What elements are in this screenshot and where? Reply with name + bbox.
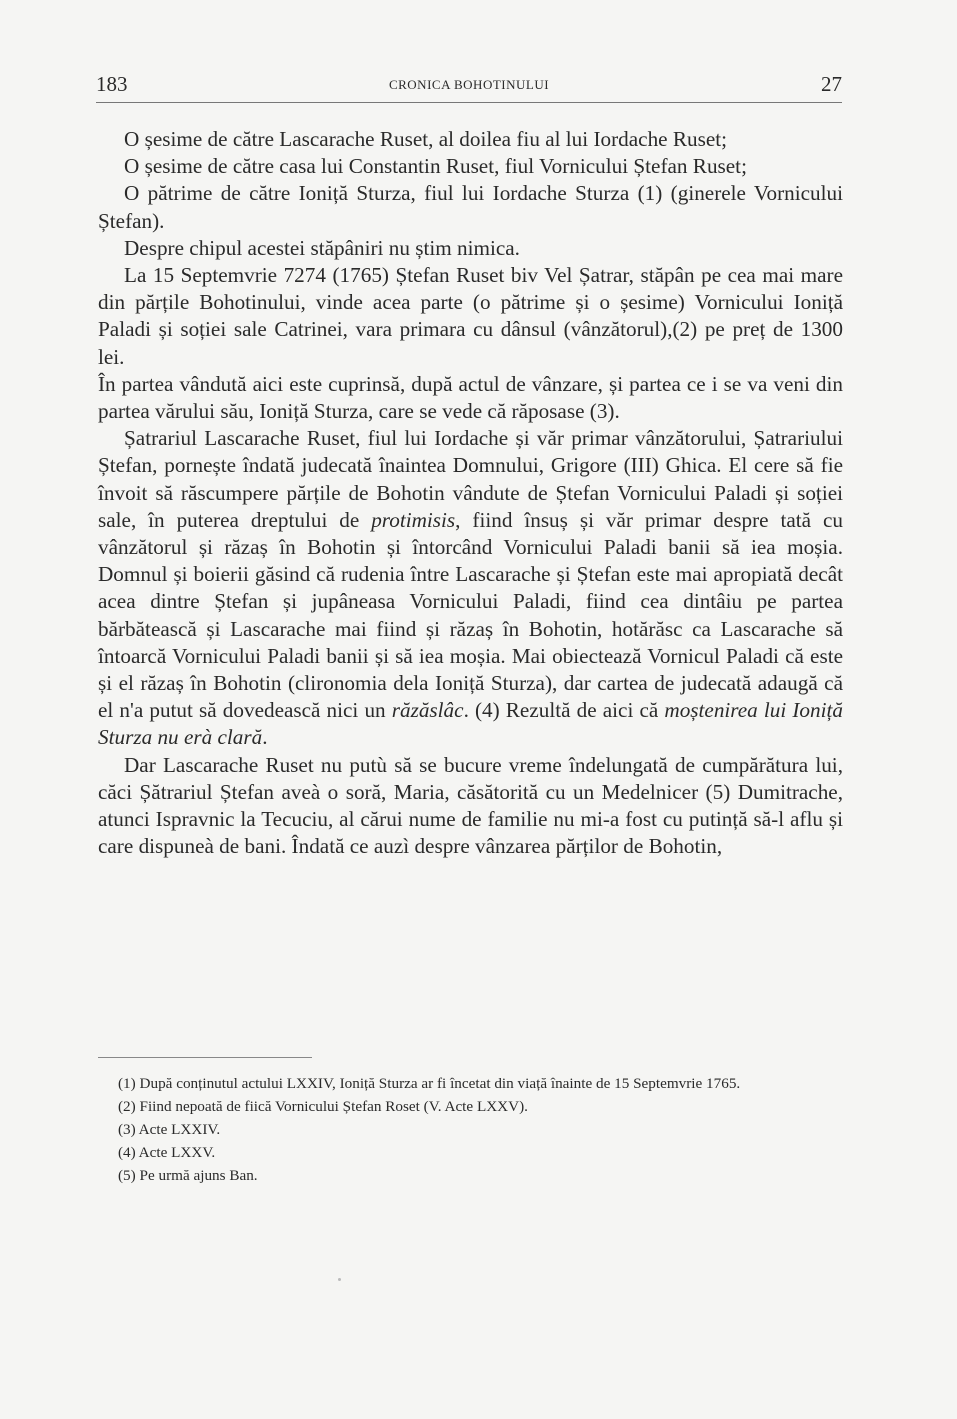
footnote: (3) Acte LXXIV. [118, 1121, 221, 1138]
scan-speck [338, 1278, 341, 1281]
paragraph: Dar Lascarache Ruset nu putù să se bucure vreme îndelungată de cumpărătura lui, căci Șătrariul Ștefan aveà o soră, Maria, căsătorită cu un Medelnicer (5) Dumitrache, atunci Ispravnic la Tecuciu, al cărui nume de familie nu mi-a fost cu putință să-l aflu și care dispuneà de bani. Îndată ce auzì despre vânzarea părților de Bohotin, [98, 752, 843, 859]
paragraph: O șesime de către casa lui Constantin Ruset, fiul Vornicului Ștefan Ruset; [124, 154, 747, 179]
footnote: (5) Pe urmă ajuns Ban. [118, 1167, 258, 1184]
text-run: . [262, 725, 268, 750]
italic-emphasis: moștenirea lui Ioniță Sturza nu erà clară [98, 698, 843, 750]
text-run: , fiind însuș și văr primar despre tată cu vânzătorul și răzaș în Bohotin și întorcând Vornicului Paladi banii să iea moșia. Domnul și boierii găsind că rudenia între Lascarache și Ștefan este mai apropiată decât acea dintre Ștefan și jupâneasa Vornicului Paladi, fiind cea dintâiu pe partea bărbătească și Lascarache mai fiind și răzaș în Bohotin, hotărăsc ca Lascarache să întoarcă Vornicului Paladi banii și să iea moșia. Mai obiectează Vornicul Paladi că este și el răzaș în Bohotin (clironomia dela Ioniță Sturza), dar cartea de judecată adaugă că el n'a putut să dovedească nici un [98, 507, 843, 723]
italic-term: răzăslâc [391, 698, 464, 723]
page-number-left: 183 [96, 72, 128, 96]
footnote: (1) După conținutul actului LXXIV, Ioniță Sturza ar fi încetat din viață înainte de 15 Septemvrie 1765. [118, 1075, 741, 1092]
running-title: CRONICA BOHOTINULUI [388, 77, 550, 92]
paragraph: Despre chipul acestei stăpâniri nu știm nimica. [124, 235, 520, 260]
page-header [96, 72, 842, 98]
body-text [98, 126, 843, 860]
text-run: . (4) Rezultă de aici că [463, 698, 665, 723]
footnote-divider [98, 1057, 312, 1058]
header-divider [96, 102, 842, 103]
page-number-right: 27 [821, 72, 842, 96]
paragraph: În partea vândută aici este cuprinsă, după actul de vânzare, și partea ce i se va veni din partea vărului său, Ioniță Sturza, care se vede că răposase (3). [98, 371, 843, 424]
text-run: Șatrariul Lascarache Ruset, fiul lui Iordache și văr primar vânzătorului, Șatrariului Ștefan, pornește îndată judecată înaintea Domnului, Grigore (III) Ghica. El cere să fie învoit să răscumpere părțile de Bohotin vândute de Ștefan Vornicului Paladi și soției sale, în puterea dreptului de [98, 426, 843, 532]
paragraph: O șesime de către Lascarache Ruset, al doilea fiu al lui Iordache Ruset; [124, 127, 728, 151]
paragraph: O pătrime de către Ioniță Sturza, fiul lui Iordache Sturza (1) (ginerele Vornicului Ștefan). [98, 181, 843, 233]
footnotes [98, 1072, 843, 1187]
footnote: (2) Fiind nepoată de fiică Vornicului Ștefan Roset (V. Acte LXXV). [118, 1098, 528, 1115]
footnote: (4) Acte LXXV. [118, 1144, 216, 1161]
paragraph [98, 425, 843, 751]
italic-term: protimisis [371, 507, 456, 532]
paragraph: La 15 Septemvrie 7274 (1765) Ștefan Ruset biv Vel Șatrar, stăpân pe cea mai mare din părțile Bohotinului, vinde acea parte (o pătrime și o șesime) Vornicului Ioniță Paladi și soției sale Catrinei, vara primara cu dânsul (vânzătorul),(2) pe preț de 1300 lei. [98, 263, 843, 369]
